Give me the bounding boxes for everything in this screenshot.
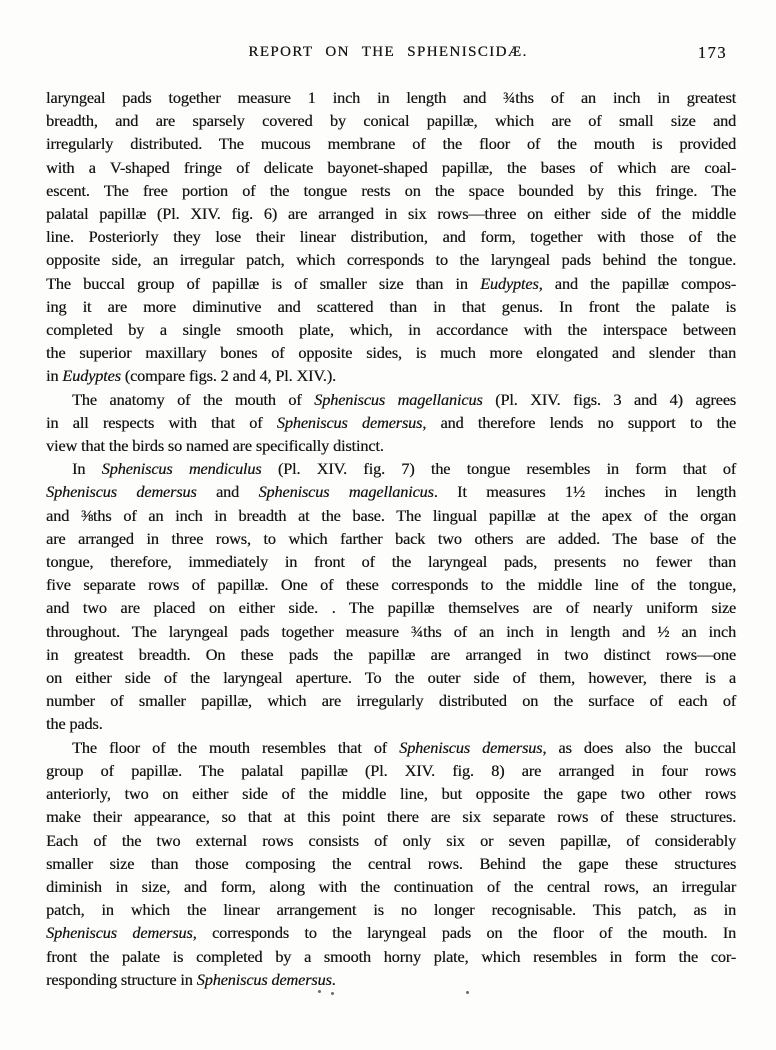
text-line [46,805,736,828]
text-line [46,712,736,735]
text-line [46,527,736,550]
text-line [46,945,736,968]
text-segment: in all respects with that of [46,412,277,432]
text-line [46,875,736,898]
text-segment: patch, in which the linear arrangement is no longer recognisable. This patch, as in [46,900,736,920]
text-segment: the superior maxillary bones of opposite sides, is much more elongated and slender than [46,343,736,363]
text-segment: diminish in size, and form, along with the continuation of the central rows, an irregular [46,876,736,896]
text-segment: Each of the two external rows consists of only six or seven papillæ, of considerably [46,830,736,850]
text-line [46,341,736,364]
text-segment: throughout. The laryngeal pads together measure ¾ths of an inch in length and ½ an inch [46,621,736,641]
text-segment: In [72,459,102,479]
text-line [46,504,736,527]
page-body [46,86,736,991]
text-line [46,596,736,619]
text-line [46,318,736,341]
text-line [46,782,736,805]
text-segment: . It measures 1½ inches in length [433,482,736,502]
species-name: Spheniscus mendiculus [101,459,262,479]
paragraph [46,388,736,458]
species-name: Spheniscus demersus [46,923,193,943]
text-segment: opposite side, an irregular patch, which corresponds to the laryngeal pads behind the tongue. [46,250,736,270]
text-line [46,666,736,689]
text-line [46,968,736,991]
text-line [46,388,736,411]
text-segment: , as does also the buccal [542,737,737,757]
text-segment: five separate rows of papillæ. One of these corresponds to the middle line of the tongue, [46,575,736,595]
text-segment: , and therefore lends no support to the [422,412,736,432]
text-line [46,109,736,132]
text-segment: and two are placed on either side. . The papillæ themselves are of nearly uniform size [46,598,736,618]
text-segment: ing it are more diminutive and scattered than in that genus. In front the palate is [46,296,736,316]
text-line [46,86,736,109]
text-line [46,550,736,573]
text-line [46,898,736,921]
text-line [46,248,736,271]
text-segment: and ⅜ths of an inch in breadth at the base. The lingual papillæ at the apex of the organ [46,505,736,525]
text-segment: line. Posteriorly they lose their linear distribution, and form, together with those of the [46,227,736,247]
text-segment: . [331,969,336,989]
text-line [46,620,736,643]
text-segment: laryngeal pads together measure 1 inch in length and ¾ths of an inch in greatest [46,88,736,107]
text-segment: tongue, therefore, immediately in front of the laryngeal pads, presents no fewer than [46,552,736,572]
text-line [46,179,736,202]
text-line [46,643,736,666]
text-segment: (compare figs. 2 and 4, Pl. XIV.). [120,366,336,386]
species-name: Spheniscus magellanicus [314,389,483,409]
text-line [46,202,736,225]
page-title: REPORT ON THE SPHENISCIDÆ. [248,44,528,60]
text-line [46,272,736,295]
text-line [46,295,736,318]
species-name: Spheniscus demersus [46,482,197,502]
text-segment: in [46,366,63,386]
text-segment: palatal papillæ (Pl. XIV. fig. 6) are arranged in six rows—three on either side of the middle [46,204,736,224]
text-segment: (Pl. XIV. fig. 7) the tongue resembles in form that of [261,459,736,479]
text-segment: are arranged in three rows, to which farther back two others are added. The base of the [46,528,736,548]
text-line [46,411,736,434]
text-segment: The floor of the mouth resembles that of [72,737,400,757]
running-head [46,44,730,64]
scan-speck [318,990,321,993]
text-segment: escent. The free portion of the tongue rests on the space bounded by this fringe. The [46,180,736,200]
text-segment: irregularly distributed. The mucous membrane of the floor of the mouth is provided [46,134,736,154]
species-name: Spheniscus demersus [399,737,543,757]
text-segment: on either side of the laryngeal aperture. To the outer side of them, however, there is a [46,668,736,688]
scan-speck [331,992,334,995]
paragraph [46,86,736,388]
text-line [46,759,736,782]
species-name: Spheniscus demersus [276,412,423,432]
text-segment: The anatomy of the mouth of [72,389,315,409]
text-segment: The buccal group of papillæ is of smaller size than in [46,273,481,293]
text-line [46,573,736,596]
text-line [46,434,736,457]
text-segment: smaller size than those composing the central rows. Behind the gape these structures [46,853,736,873]
text-line [46,921,736,944]
species-name: Spheniscus demersus [196,969,332,989]
text-segment: group of papillæ. The palatal papillæ (Pl. XIV. fig. 8) are arranged in four rows [46,760,736,780]
text-line [46,829,736,852]
paragraph [46,736,736,991]
text-segment: in greatest breadth. On these pads the papillæ are arranged in two distinct rows—one [46,644,736,664]
text-segment: , and the papillæ compos- [538,273,736,293]
page-number: 173 [697,43,727,62]
text-segment: and [196,482,259,502]
text-segment: responding structure in [46,969,197,989]
text-segment: anteriorly, two on either side of the middle line, but opposite the gape two other rows [46,784,736,804]
text-line [46,736,736,759]
text-segment: number of smaller papillæ, which are irregularly distributed on the surface of each of [46,691,736,711]
text-line [46,480,736,503]
paragraph [46,457,736,735]
text-line [46,132,736,155]
text-segment: make their appearance, so that at this point there are six separate rows of these structures. [46,807,736,827]
text-segment: front the palate is completed by a smooth horny plate, which resembles in form the cor- [46,946,736,966]
text-line [46,225,736,248]
text-line [46,852,736,875]
text-line [46,364,736,387]
species-name: Eudyptes [480,273,539,293]
text-segment: (Pl. XIV. figs. 3 and 4) agrees [482,389,736,409]
species-name: Spheniscus magellanicus [258,482,434,502]
text-segment: the pads. [46,714,103,734]
text-segment: breadth, and are sparsely covered by conical papillæ, which are of small size and [46,111,736,131]
text-segment: with a V-shaped fringe of delicate bayonet-shaped papillæ, the bases of which are coal- [46,157,736,177]
text-line [46,156,736,179]
text-segment: , corresponds to the laryngeal pads on the floor of the mouth. In [192,923,736,943]
scan-speck [466,991,469,994]
text-segment: view that the birds so named are specifically distinct. [46,436,384,456]
text-line [46,689,736,712]
text-segment: completed by a single smooth plate, which, in accordance with the interspace between [46,320,736,340]
text-line [46,457,736,480]
species-name: Eudyptes [62,366,121,386]
